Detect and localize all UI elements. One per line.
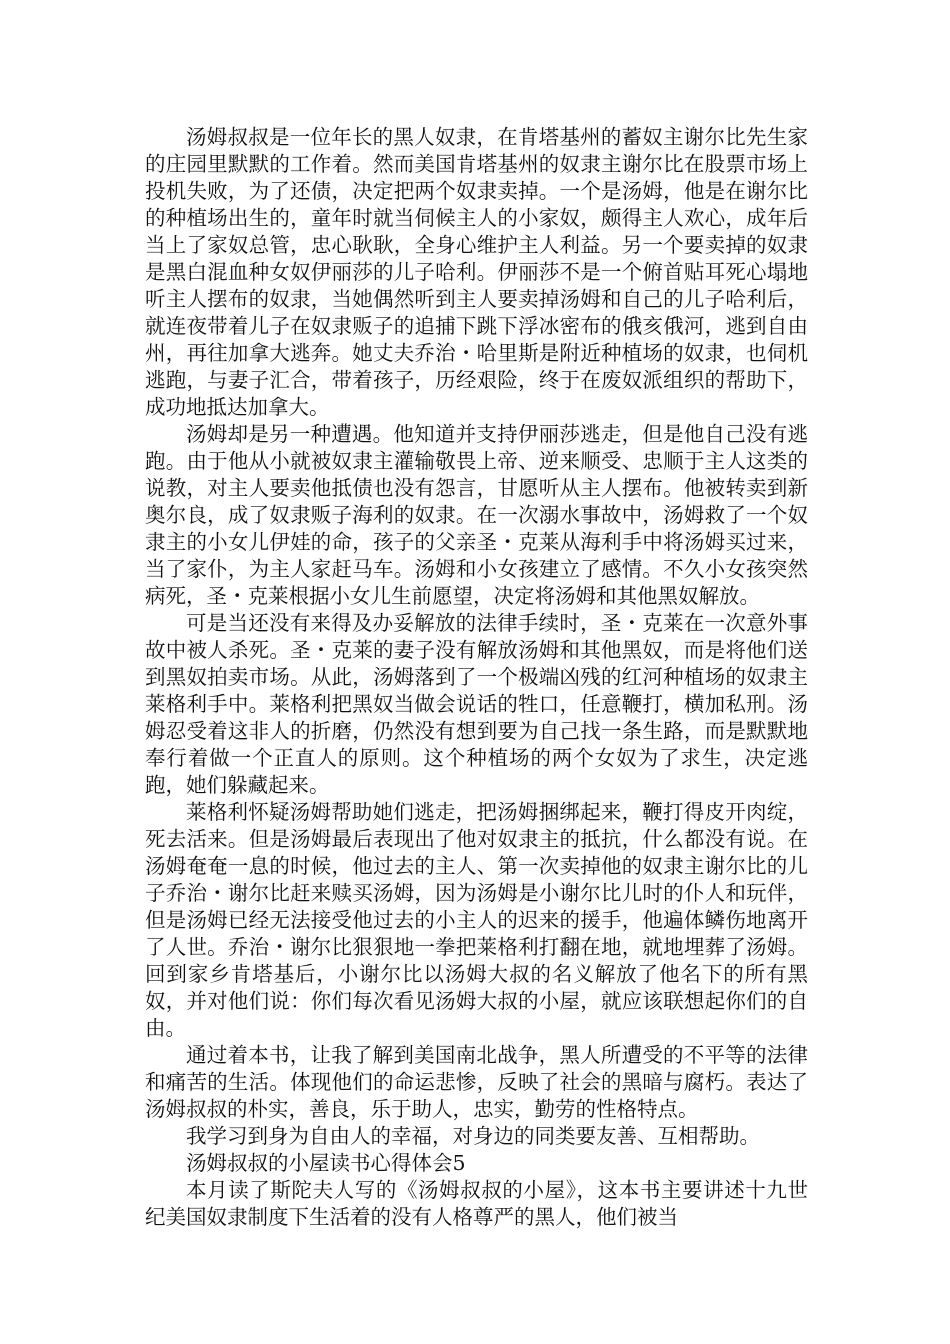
paragraph-2: 汤姆却是另一种遭遇。他知道并支持伊丽莎逃走，但是他自己没有逃跑。由于他从小就被奴隶主灌输敬畏上帝、逆来顺受、忠顺于主人这类的说教，对主人要卖他抵债也没有怨言，甘愿听从主人摆布。他被转卖到新奥尔良，成了奴隶贩子海利的奴隶。在一次溺水事故中，汤姆救了一个奴隶主的小女儿伊娃的命，孩子的父亲圣・克莱从海利手中将汤姆买过来，当了家仆，为主人家赶马车。汤姆和小女孩建立了感情。不久小女孩突然病死，圣・克莱根据小女儿生前愿望，决定将汤姆和其他黑奴解放。 <box>145 422 808 608</box>
paragraph-5: 通过着本书，让我了解到美国南北战争，黑人所遭受的不平等的法律和痛苦的生活。体现他们的命运悲惨，反映了社会的黑暗与腐朽。表达了汤姆叔叔的朴实，善良，乐于助人，忠实，勤劳的性格特点。 <box>145 1043 808 1121</box>
paragraph-3: 可是当还没有来得及办妥解放的法律手续时，圣・克莱在一次意外事故中被人杀死。圣・克莱的妻子没有解放汤姆和其他黑奴，而是将他们送到黑奴拍卖市场。从此，汤姆落到了一个极端凶残的红河种植场的奴隶主莱格利手中。莱格利把黑奴当做会说话的牲口，任意鞭打，横加私刑。汤姆忍受着这非人的折磨，仍然没有想到要为自己找一条生路，而是默默地奉行着做一个正直人的原则。这个种植场的两个女奴为了求生，决定逃跑，她们躲藏起来。 <box>145 611 808 797</box>
section-heading: 汤姆叔叔的小屋读书心得体会5 <box>186 1151 466 1175</box>
document-page <box>145 124 808 1231</box>
paragraph-4: 莱格利怀疑汤姆帮助她们逃走，把汤姆捆绑起来，鞭打得皮开肉绽，死去活来。但是汤姆最后表现出了他对奴隶主的抵抗，什么都没有说。在汤姆奄奄一息的时候，他过去的主人、第一次卖掉他的奴隶主谢尔比的儿子乔治・谢尔比赶来赎买汤姆，因为汤姆是小谢尔比儿时的仆人和玩伴，但是汤姆已经无法接受他过去的小主人的迟来的援手，他遍体鳞伤地离开了人世。乔治・谢尔比狠狠地一拳把莱格利打翻在地，就地埋葬了汤姆。回到家乡肯塔基后，小谢尔比以汤姆大叔的名义解放了他名下的所有黑奴，并对他们说：你们每次看见汤姆大叔的小屋，就应该联想起你们的自由。 <box>145 800 808 1040</box>
paragraph-1: 汤姆叔叔是一位年长的黑人奴隶，在肯塔基州的蓄奴主谢尔比先生家的庄园里默默的工作着。然而美国肯塔基州的奴隶主谢尔比在股票市场上投机失败，为了还债，决定把两个奴隶卖掉。一个是汤姆，他是在谢尔比的种植场出生的，童年时就当伺候主人的小家奴，颇得主人欢心，成年后当上了家奴总管，忠心耿耿，全身心维护主人利益。另一个要卖掉的奴隶是黑白混血种女奴伊丽莎的儿子哈利。伊丽莎不是一个俯首贴耳死心塌地听主人摆布的奴隶，当她偶然听到主人要卖掉汤姆和自己的儿子哈利后，就连夜带着儿子在奴隶贩子的追捕下跳下浮冰密布的俄亥俄河，逃到自由州，再往加拿大逃奔。她丈夫乔治・哈里斯是附近种植场的奴隶，也伺机逃跑，与妻子汇合，带着孩子，历经艰险，终于在废奴派组织的帮助下，成功地抵达加拿大。 <box>145 125 808 419</box>
paragraph-6: 我学习到身为自由人的幸福，对身边的同类要友善、互相帮助。 <box>186 1124 760 1148</box>
closing-paragraph: 本月读了斯陀夫人写的《汤姆叔叔的小屋》，这本书主要讲述十九世纪美国奴隶制度下生活着的没有人格尊严的黑人，他们被当 <box>145 1178 808 1229</box>
